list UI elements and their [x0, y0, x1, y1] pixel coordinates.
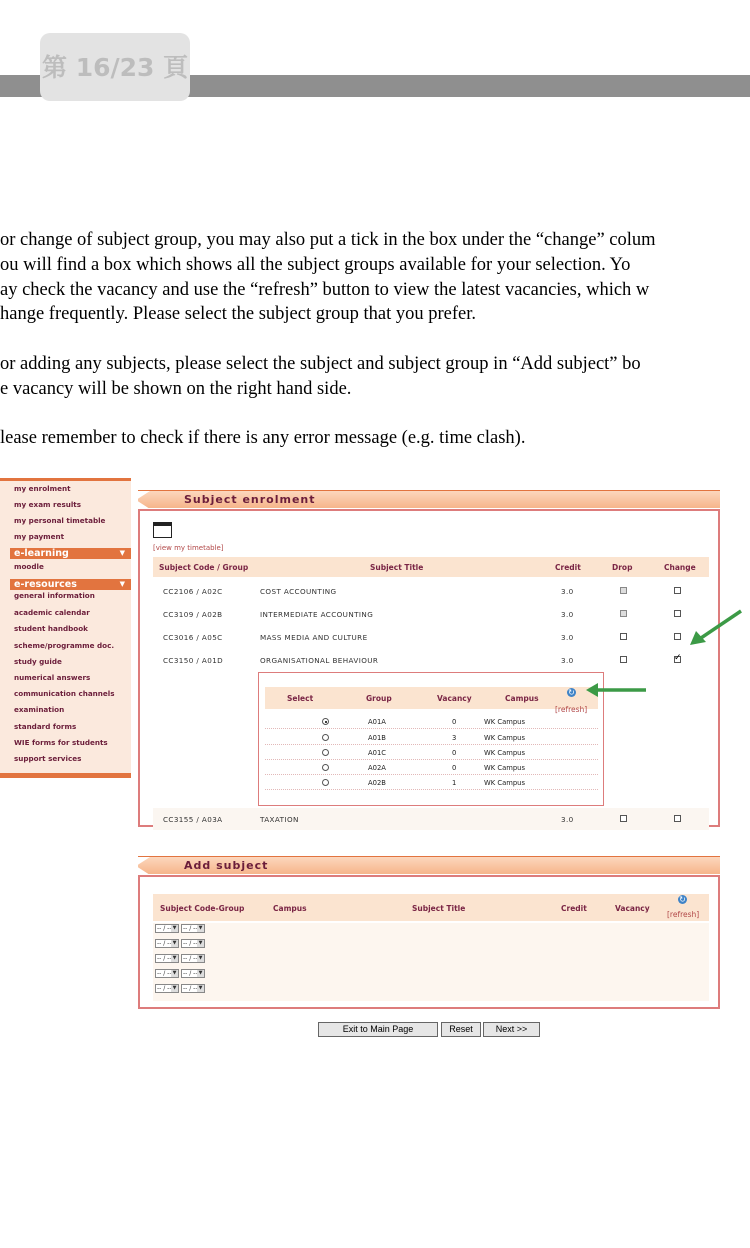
subject-code: CC2106 / A02C — [163, 587, 223, 596]
add-col-title-header: Subject Title — [412, 904, 466, 913]
col-credit-header: Credit — [555, 563, 581, 572]
group-code: A01B — [368, 734, 386, 742]
add-col-campus-header: Campus — [273, 904, 307, 913]
code-select-value: -- / -- — [157, 985, 172, 992]
nav-study-guide[interactable]: study guide — [14, 657, 62, 666]
chevron-down-icon: ▼ — [172, 970, 177, 976]
calendar-icon[interactable] — [153, 522, 172, 538]
change-checkbox[interactable] — [674, 815, 681, 822]
nav-general-information[interactable]: general information — [14, 591, 95, 600]
group-select-value: -- / -- — [183, 940, 198, 947]
code-select[interactable] — [155, 939, 179, 948]
col-group-header: Group — [366, 694, 392, 703]
subject-title: TAXATION — [260, 815, 299, 824]
nav-examination[interactable]: examination — [14, 705, 65, 714]
nav-communication-channels[interactable]: communication channels — [14, 689, 115, 698]
group-select[interactable] — [181, 954, 205, 963]
group-vacancy: 3 — [452, 734, 457, 742]
refresh-icon[interactable]: ↻ — [568, 688, 575, 697]
arrow-icon — [686, 608, 744, 648]
chevron-down-icon: ▼ — [172, 940, 177, 946]
chevron-down-icon: ▼ — [119, 580, 125, 588]
add-col-credit-header: Credit — [561, 904, 587, 913]
nav-my-enrolment[interactable]: my enrolment — [14, 484, 71, 493]
group-code: A01C — [368, 749, 387, 757]
group-row — [265, 733, 598, 743]
exit-button[interactable]: Exit to Main Page — [318, 1022, 438, 1037]
nav-numerical-answers[interactable]: numerical answers — [14, 673, 91, 682]
add-subject-title: Add subject — [184, 859, 269, 872]
nav-section-elearning-label: e-learning — [14, 548, 69, 559]
group-code: A02B — [368, 779, 386, 787]
enrolment-title: Subject enrolment — [184, 493, 316, 506]
subject-title: ORGANISATIONAL BEHAVIOUR — [260, 656, 379, 665]
code-select-value: -- / -- — [157, 925, 172, 932]
para1-line3: ay check the vacancy and use the “refresh” button to view the latest vacancies, which w — [0, 279, 650, 300]
view-timetable-link[interactable]: [view my timetable] — [153, 544, 224, 552]
group-select-value: -- / -- — [183, 925, 198, 932]
code-select-value: -- / -- — [157, 970, 172, 977]
col-campus-header: Campus — [505, 694, 539, 703]
nav-bottom-bar — [0, 773, 131, 778]
chevron-down-icon: ▼ — [172, 955, 177, 961]
nav-standard-forms[interactable]: standard forms — [14, 722, 77, 731]
subject-row — [153, 603, 709, 625]
subject-code: CC3150 / A01D — [163, 656, 224, 665]
add-col-code-header: Subject Code-Group — [160, 904, 245, 913]
subject-credit: 3.0 — [561, 815, 574, 824]
change-checkbox[interactable] — [674, 610, 681, 617]
group-campus: WK Campus — [484, 734, 526, 742]
code-select[interactable] — [155, 984, 179, 993]
reset-button[interactable]: Reset — [441, 1022, 481, 1037]
group-campus: WK Campus — [484, 749, 526, 757]
para1-line2: ou will find a box which shows all the subject groups available for your selection. Yo — [0, 254, 631, 275]
group-vacancy: 0 — [452, 764, 457, 772]
group-select-value: -- / -- — [183, 985, 198, 992]
add-subject-header-row — [153, 894, 709, 921]
col-drop-header: Drop — [612, 563, 633, 572]
nav-support-services[interactable]: support services — [14, 754, 82, 763]
code-select[interactable] — [155, 924, 179, 933]
code-select-value: -- / -- — [157, 940, 172, 947]
code-select-value: -- / -- — [157, 955, 172, 962]
change-checkbox[interactable] — [674, 587, 681, 594]
subject-title: COST ACCOUNTING — [260, 587, 337, 596]
group-vacancy: 0 — [452, 749, 457, 757]
enrolment-panel — [138, 509, 720, 827]
arrow-icon — [584, 683, 648, 697]
add-subject-panel-header — [138, 856, 720, 874]
change-checkbox-checked[interactable] — [674, 656, 681, 663]
nav-wie-forms[interactable]: WIE forms for students — [14, 738, 108, 747]
add-subject-rows — [153, 923, 709, 1001]
nav-moodle[interactable]: moodle — [14, 562, 44, 571]
refresh-icon[interactable]: ↻ — [679, 895, 686, 904]
next-button[interactable]: Next >> — [483, 1022, 540, 1037]
col-title-header: Subject Title — [370, 563, 424, 572]
subject-code: CC3016 / A05C — [163, 633, 223, 642]
subjects-header-row — [153, 557, 709, 577]
subject-row — [153, 580, 709, 602]
subject-credit: 3.0 — [561, 656, 574, 665]
sidebar-nav — [0, 478, 131, 778]
nav-my-exam-results[interactable]: my exam results — [14, 500, 82, 509]
group-select[interactable] — [181, 924, 205, 933]
group-campus: WK Campus — [484, 718, 526, 726]
nav-scheme-doc[interactable]: scheme/programme doc. — [14, 641, 115, 650]
nav-section-eresources-label: e-resources — [14, 579, 77, 590]
chevron-down-icon: ▼ — [172, 985, 177, 991]
drop-checkbox[interactable] — [620, 656, 627, 663]
para3-line1: lease remember to check if there is any error message (e.g. time clash). — [0, 428, 526, 449]
code-select[interactable] — [155, 954, 179, 963]
para1-line4: hange frequently. Please select the subject group that you prefer. — [0, 304, 477, 325]
add-refresh-link[interactable]: [refresh] — [667, 910, 700, 919]
group-vacancy: 0 — [452, 718, 457, 726]
group-row — [265, 778, 598, 788]
chevron-down-icon: ▼ — [198, 955, 203, 961]
group-code: A02A — [368, 764, 386, 772]
subject-code: CC3109 / A02B — [163, 610, 223, 619]
group-select[interactable] — [181, 969, 205, 978]
group-vacancy: 1 — [452, 779, 457, 787]
enrolment-panel-header — [138, 490, 720, 508]
nav-student-handbook[interactable]: student handbook — [14, 624, 88, 633]
group-selection-box — [258, 672, 604, 806]
subject-title: INTERMEDIATE ACCOUNTING — [260, 610, 374, 619]
group-radio[interactable] — [322, 734, 329, 741]
group-select-value: -- / -- — [183, 955, 198, 962]
drop-checkbox[interactable] — [620, 633, 627, 640]
chevron-down-icon: ▼ — [119, 549, 125, 557]
group-select[interactable] — [181, 984, 205, 993]
subject-code: CC3155 / A03A — [163, 815, 223, 824]
subject-credit: 3.0 — [561, 587, 574, 596]
nav-academic-calendar[interactable]: academic calendar — [14, 608, 90, 617]
col-vacancy-header: Vacancy — [437, 694, 472, 703]
chevron-down-icon: ▼ — [198, 970, 203, 976]
group-campus: WK Campus — [484, 764, 526, 772]
subject-credit: 3.0 — [561, 633, 574, 642]
para2-line2: e vacancy will be shown on the right hand side. — [0, 378, 352, 399]
group-row — [265, 748, 598, 758]
group-radio[interactable] — [322, 749, 329, 756]
nav-section-eresources[interactable] — [10, 579, 131, 590]
col-change-header: Change — [664, 563, 696, 572]
para2-line1: or adding any subjects, please select the subject and subject group in “Add subject” bo — [0, 353, 641, 374]
chevron-down-icon: ▼ — [172, 925, 177, 931]
group-radio[interactable] — [322, 764, 329, 771]
subject-title: MASS MEDIA AND CULTURE — [260, 633, 368, 642]
page-indicator: 第 16/23 頁 — [40, 33, 190, 101]
group-select[interactable] — [181, 939, 205, 948]
chevron-down-icon: ▼ — [198, 940, 203, 946]
group-row — [265, 763, 598, 773]
group-select-value: -- / -- — [183, 970, 198, 977]
group-row — [265, 717, 598, 727]
nav-section-elearning[interactable] — [10, 548, 131, 559]
enrolment-screenshot — [0, 478, 750, 1048]
group-campus: WK Campus — [484, 779, 526, 787]
chevron-down-icon: ▼ — [198, 925, 203, 931]
col-code-header: Subject Code / Group — [159, 563, 249, 572]
change-checkbox[interactable] — [674, 633, 681, 640]
nav-my-timetable[interactable]: my personal timetable — [14, 516, 106, 525]
group-refresh-link[interactable]: [refresh] — [555, 705, 588, 714]
col-select-header: Select — [287, 694, 314, 703]
document-body — [0, 228, 750, 451]
subject-row — [153, 808, 709, 830]
group-radio[interactable] — [322, 779, 329, 786]
chevron-down-icon: ▼ — [198, 985, 203, 991]
para1-line1: or change of subject group, you may also put a tick in the box under the “change” colum — [0, 230, 656, 250]
subject-row — [153, 626, 709, 648]
group-radio-selected[interactable] — [322, 718, 329, 725]
group-header-row — [265, 687, 598, 709]
add-col-vacancy-header: Vacancy — [615, 904, 650, 913]
drop-checkbox — [620, 587, 627, 594]
code-select[interactable] — [155, 969, 179, 978]
group-code: A01A — [368, 718, 386, 726]
subject-row — [153, 649, 709, 671]
add-subject-panel — [138, 875, 720, 1009]
drop-checkbox — [620, 610, 627, 617]
drop-checkbox[interactable] — [620, 815, 627, 822]
nav-my-payment[interactable]: my payment — [14, 532, 65, 541]
subject-credit: 3.0 — [561, 610, 574, 619]
